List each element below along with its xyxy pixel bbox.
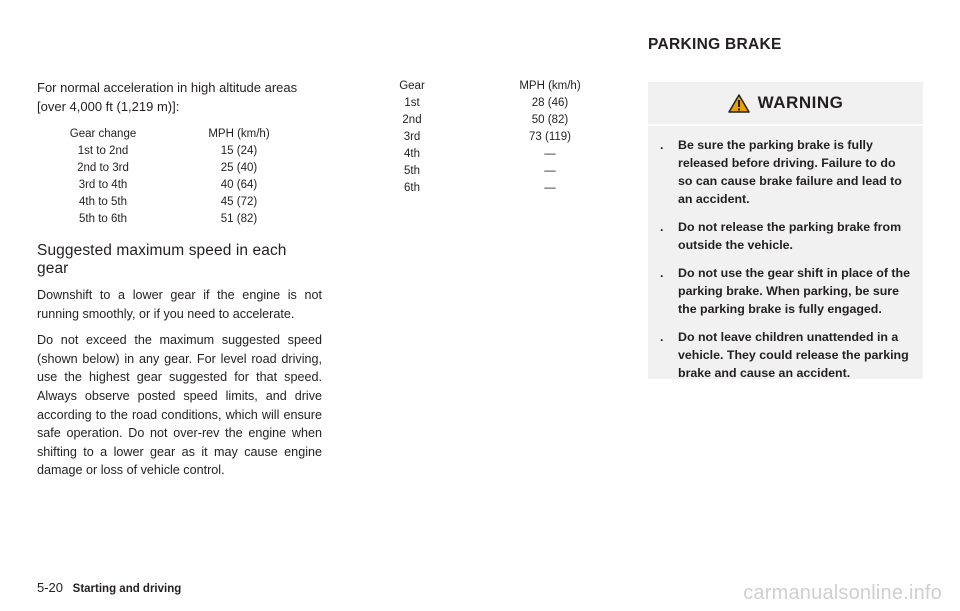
footer-section-name: Starting and driving — [72, 583, 182, 595]
table-cell: 73 (119) — [529, 131, 571, 143]
intro-text: For normal acceleration in high altitude areas [over 4,000 ft (1,219 m)]: — [37, 80, 298, 114]
bullet: . — [660, 220, 664, 234]
header-mph: MPH (km/h) — [208, 128, 270, 140]
table-cell: 5th to 6th — [79, 213, 127, 225]
table-cell: 25 (40) — [220, 162, 258, 174]
table-row — [380, 112, 610, 129]
table-header-row — [380, 78, 610, 95]
warning-text: Be sure the parking brake is fully released before driving. Failure to do so can cause brake failure and lead to an accident. — [678, 138, 902, 206]
warning-label: WARNING — [757, 93, 844, 112]
table-cell: — — [544, 148, 556, 160]
list-item — [660, 218, 913, 254]
warning-text: Do not use the gear shift in place of the parking brake. When parking, be sure the parking brake is fully engaged. — [678, 266, 911, 316]
table-row — [380, 95, 610, 112]
header-mph: MPH (km/h) — [519, 80, 581, 92]
table-cell: 6th — [404, 182, 420, 194]
table-row — [380, 129, 610, 146]
table-cell: 45 (72) — [220, 196, 258, 208]
warning-triangle-icon — [728, 94, 750, 113]
table-cell: 51 (82) — [220, 213, 258, 225]
table-row — [37, 211, 322, 228]
section-title: PARKING BRAKE — [648, 36, 782, 53]
table-cell: 1st — [404, 97, 420, 109]
table-row — [380, 163, 610, 180]
watermark: carmanualsonline.info — [743, 582, 942, 604]
table-header-row — [37, 126, 322, 143]
bullet: . — [660, 266, 664, 280]
header-gear-change: Gear change — [69, 128, 137, 140]
table-row — [37, 143, 322, 160]
bullet: . — [660, 330, 664, 344]
warning-header — [648, 82, 923, 126]
header-gear: Gear — [399, 80, 425, 92]
table-cell: 4th to 5th — [79, 196, 127, 208]
gear-change-table — [37, 126, 322, 228]
table-cell: 3rd — [403, 131, 421, 143]
left-column — [37, 78, 322, 488]
table-cell: 2nd — [402, 114, 422, 126]
table-cell: 28 (46) — [531, 97, 569, 109]
table-cell: — — [544, 165, 556, 177]
table-row — [37, 160, 322, 177]
warning-list — [648, 126, 923, 382]
paragraph: Downshift to a lower gear if the engine is not running smoothly, or if you need to accelerate. — [37, 288, 322, 321]
table-row — [380, 146, 610, 163]
table-cell: 40 (64) — [220, 179, 258, 191]
list-item — [660, 264, 913, 318]
section-subheading: Suggested maximum speed in each gear — [37, 242, 287, 277]
table-cell: 4th — [404, 148, 420, 160]
page-footer — [37, 580, 181, 595]
list-item — [660, 328, 913, 382]
list-item — [660, 136, 913, 208]
warning-text: Do not release the parking brake from outside the vehicle. — [678, 220, 902, 252]
table-cell: 50 (82) — [531, 114, 569, 126]
table-row — [380, 180, 610, 197]
table-cell: 2nd to 3rd — [77, 162, 129, 174]
table-row — [37, 177, 322, 194]
paragraph: Do not exceed the maximum suggested speed (shown below) in any gear. For level road driving, use the highest gear suggested for that speed. Always observe posted speed limits, and drive according to the road conditions, which will ensure safe operation. Do not over-rev the engine when shifting to a lower gear as it may cause engine damage or loss of vehicle control. — [37, 333, 322, 478]
table-cell: 5th — [404, 165, 420, 177]
page-number: 5-20 — [37, 580, 64, 595]
warning-box — [648, 82, 923, 379]
table-row — [37, 194, 322, 211]
table-cell: 3rd to 4th — [78, 179, 128, 191]
table-cell: 1st to 2nd — [77, 145, 129, 157]
table-cell: 15 (24) — [220, 145, 258, 157]
table-cell: — — [544, 182, 556, 194]
bullet: . — [660, 138, 664, 152]
max-speed-table — [380, 78, 610, 197]
warning-text: Do not leave children unattended in a vehicle. They could release the parking brake and cause an accident. — [678, 330, 909, 380]
